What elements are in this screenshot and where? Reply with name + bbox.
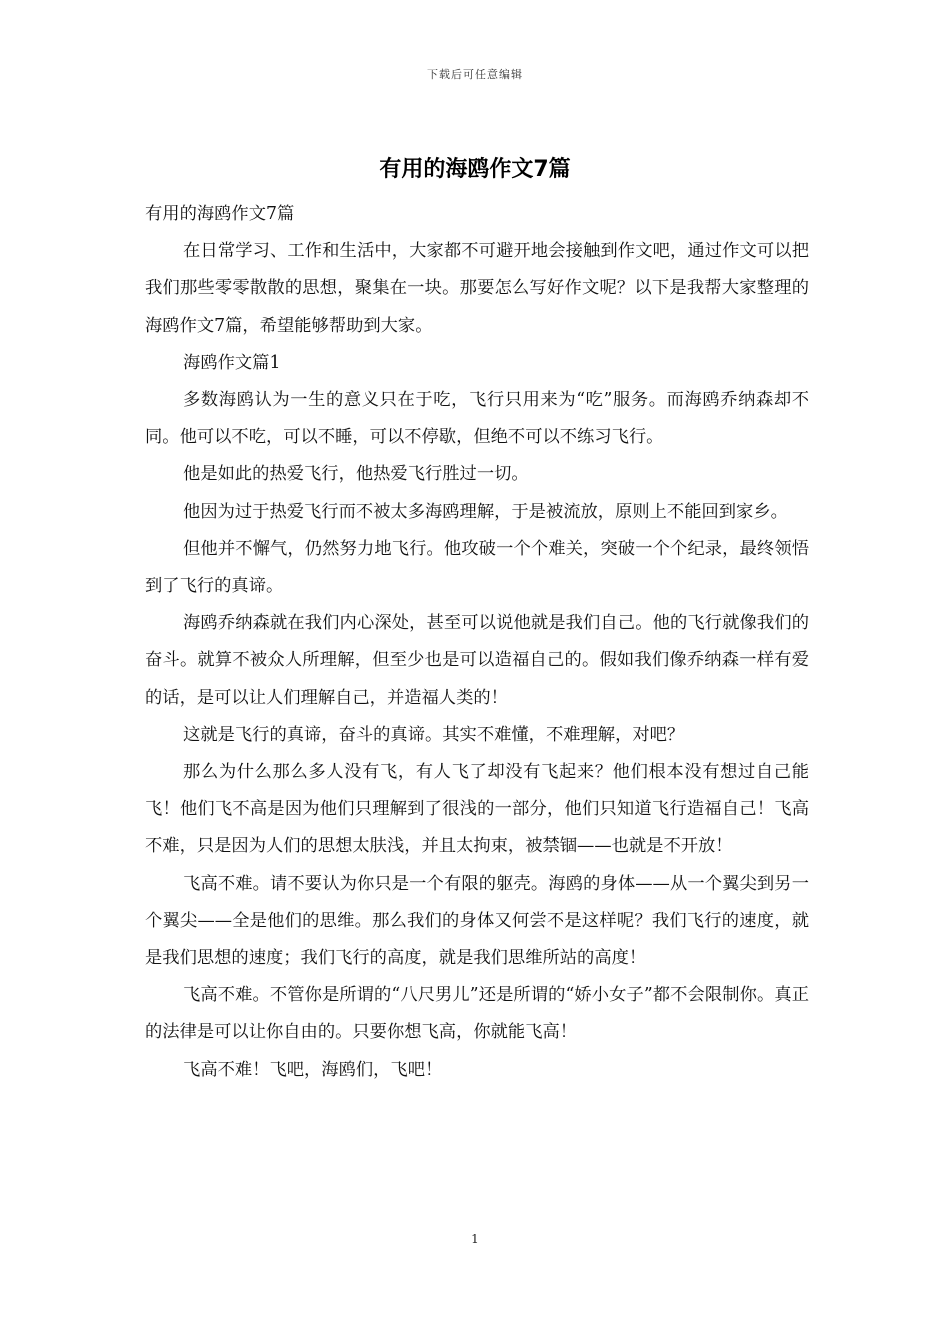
paragraph: 飞高不难。请不要认为你只是一个有限的躯壳。海鸥的身体——从一个翼尖到另一个翼尖——全是他们的思维。那么我们的身体又何尝不是这样呢？我们飞行的速度，就是我们思想的速度；我们飞行的高度，就是我们思维所站的高度！ [145, 873, 809, 969]
header-note: 下载后可任意编辑 [427, 68, 523, 81]
paragraph-intro: 在日常学习、工作和生活中，大家都不可避开地会接触到作文吧，通过作文可以把我们那些零零散散的思想，聚集在一块。那要怎么写好作文呢？以下是我帮大家整理的海鸥作文7篇，希望能够帮助到大家。 [145, 241, 809, 336]
paragraph: 海鸥乔纳森就在我们内心深处，甚至可以说他就是我们自己。他的飞行就像我们的奋斗。就算不被众人所理解，但至少也是可以造福自己的。假如我们像乔纳森一样有爱的话，是可以让人们理解自己，并造福人类的！ [145, 613, 809, 708]
paragraph: 但他并不懈气，仍然努力地飞行。他攻破一个个难关，突破一个个纪录，最终领悟到了飞行的真谛。 [145, 538, 809, 597]
paragraph: 飞高不难。不管你是所谓的“八尺男儿”还是所谓的“娇小女子”都不会限制你。真正的法律是可以让你自由的。只要你想飞高，你就能飞高！ [145, 985, 809, 1043]
document-body [145, 196, 809, 1089]
page-number: 1 [471, 1232, 479, 1246]
paragraph: 那么为什么那么多人没有飞，有人飞了却没有飞起来？他们根本没有想过自己能飞！他们飞不高是因为他们只理解到了很浅的一部分，他们只知道飞行造福自己！飞高不难，只是因为人们的思想太肤浅，并且太拘束，被禁锢——也就是不开放！ [145, 762, 809, 857]
paragraph: 他是如此的热爱飞行，他热爱飞行胜过一切。 [183, 464, 529, 485]
paragraph: 这就是飞行的真谛，奋斗的真谛。其实不难懂，不难理解，对吧？ [183, 724, 685, 745]
document-subtitle: 有用的海鸥作文7篇 [145, 204, 295, 224]
section-heading: 海鸥作文篇1 [183, 352, 281, 373]
paragraph: 飞高不难！飞吧，海鸥们，飞吧！ [183, 1059, 443, 1080]
paragraph: 多数海鸥认为一生的意义只在于吃，飞行只用来为“吃”服务。而海鸥乔纳森却不同。他可以不吃，可以不睡，可以不停歇，但绝不可以不练习飞行。 [145, 390, 809, 448]
document-title: 有用的海鸥作文7篇 [379, 157, 571, 182]
paragraph: 他因为过于热爱飞行而不被太多海鸥理解，于是被流放，原则上不能回到家乡。 [183, 501, 788, 522]
